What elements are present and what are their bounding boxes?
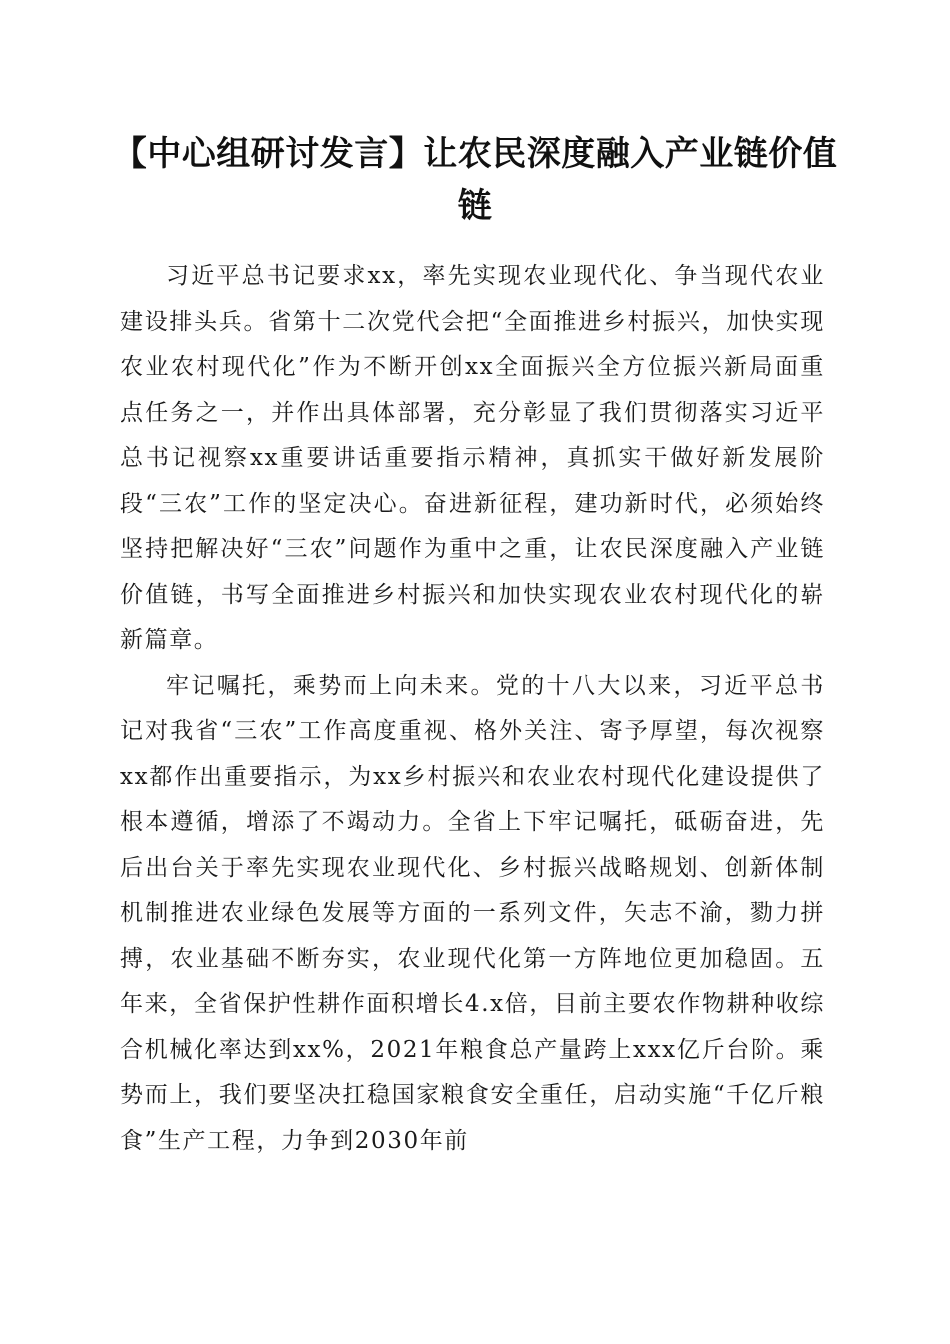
paragraph: 习近平总书记要求xx，率先实现农业现代化、争当现代农业建设排头兵。省第十二次党代会把“全面推进乡村振兴，加快实现农业农村现代化”作为不断开创xx全面振兴全方位振兴新局面重点任务之一，并作出具体部署，充分彰显了我们贯彻落实习近平总书记视察xx重要讲话重要指示精神，真抓实干做好新发展阶段“三农”工作的坚定决心。奋进新征程，建功新时代，必须始终坚持把解决好“三农”问题作为重中之重，让农民深度融入产业链价值链，书写全面推进乡村振兴和加快实现农业农村现代化的崭新篇章。 (120, 263, 825, 653)
paragraph: 牢记嘱托，乘势而上向未来。党的十八大以来，习近平总书记对我省“三农”工作高度重视、格外关注、寄予厚望，每次视察xx都作出重要指示，为xx乡村振兴和农业农村现代化建设提供了根本遵循，增添了不竭动力。全省上下牢记嘱托，砥砺奋进，先后出台关于率先实现农业现代化、乡村振兴战略规划、创新体制机制推进农业绿色发展等方面的一系列文件，矢志不渝，勠力拼搏，农业基础不断夯实，农业现代化第一方阵地位更加稳固。五年来，全省保护性耕作面积增长4.x倍，目前主要农作物耕种收综合机械化率达到xx%，2021年粮食总产量跨上xxx亿斤台阶。乘势而上，我们要坚决扛稳国家粮食安全重任，启动实施“千亿斤粮食”生产工程，力争到2030年前 (120, 672, 825, 1154)
document-title: 【中心组研讨发言】让农民深度融入产业链价值链 (112, 134, 838, 226)
document-body (120, 254, 825, 1164)
